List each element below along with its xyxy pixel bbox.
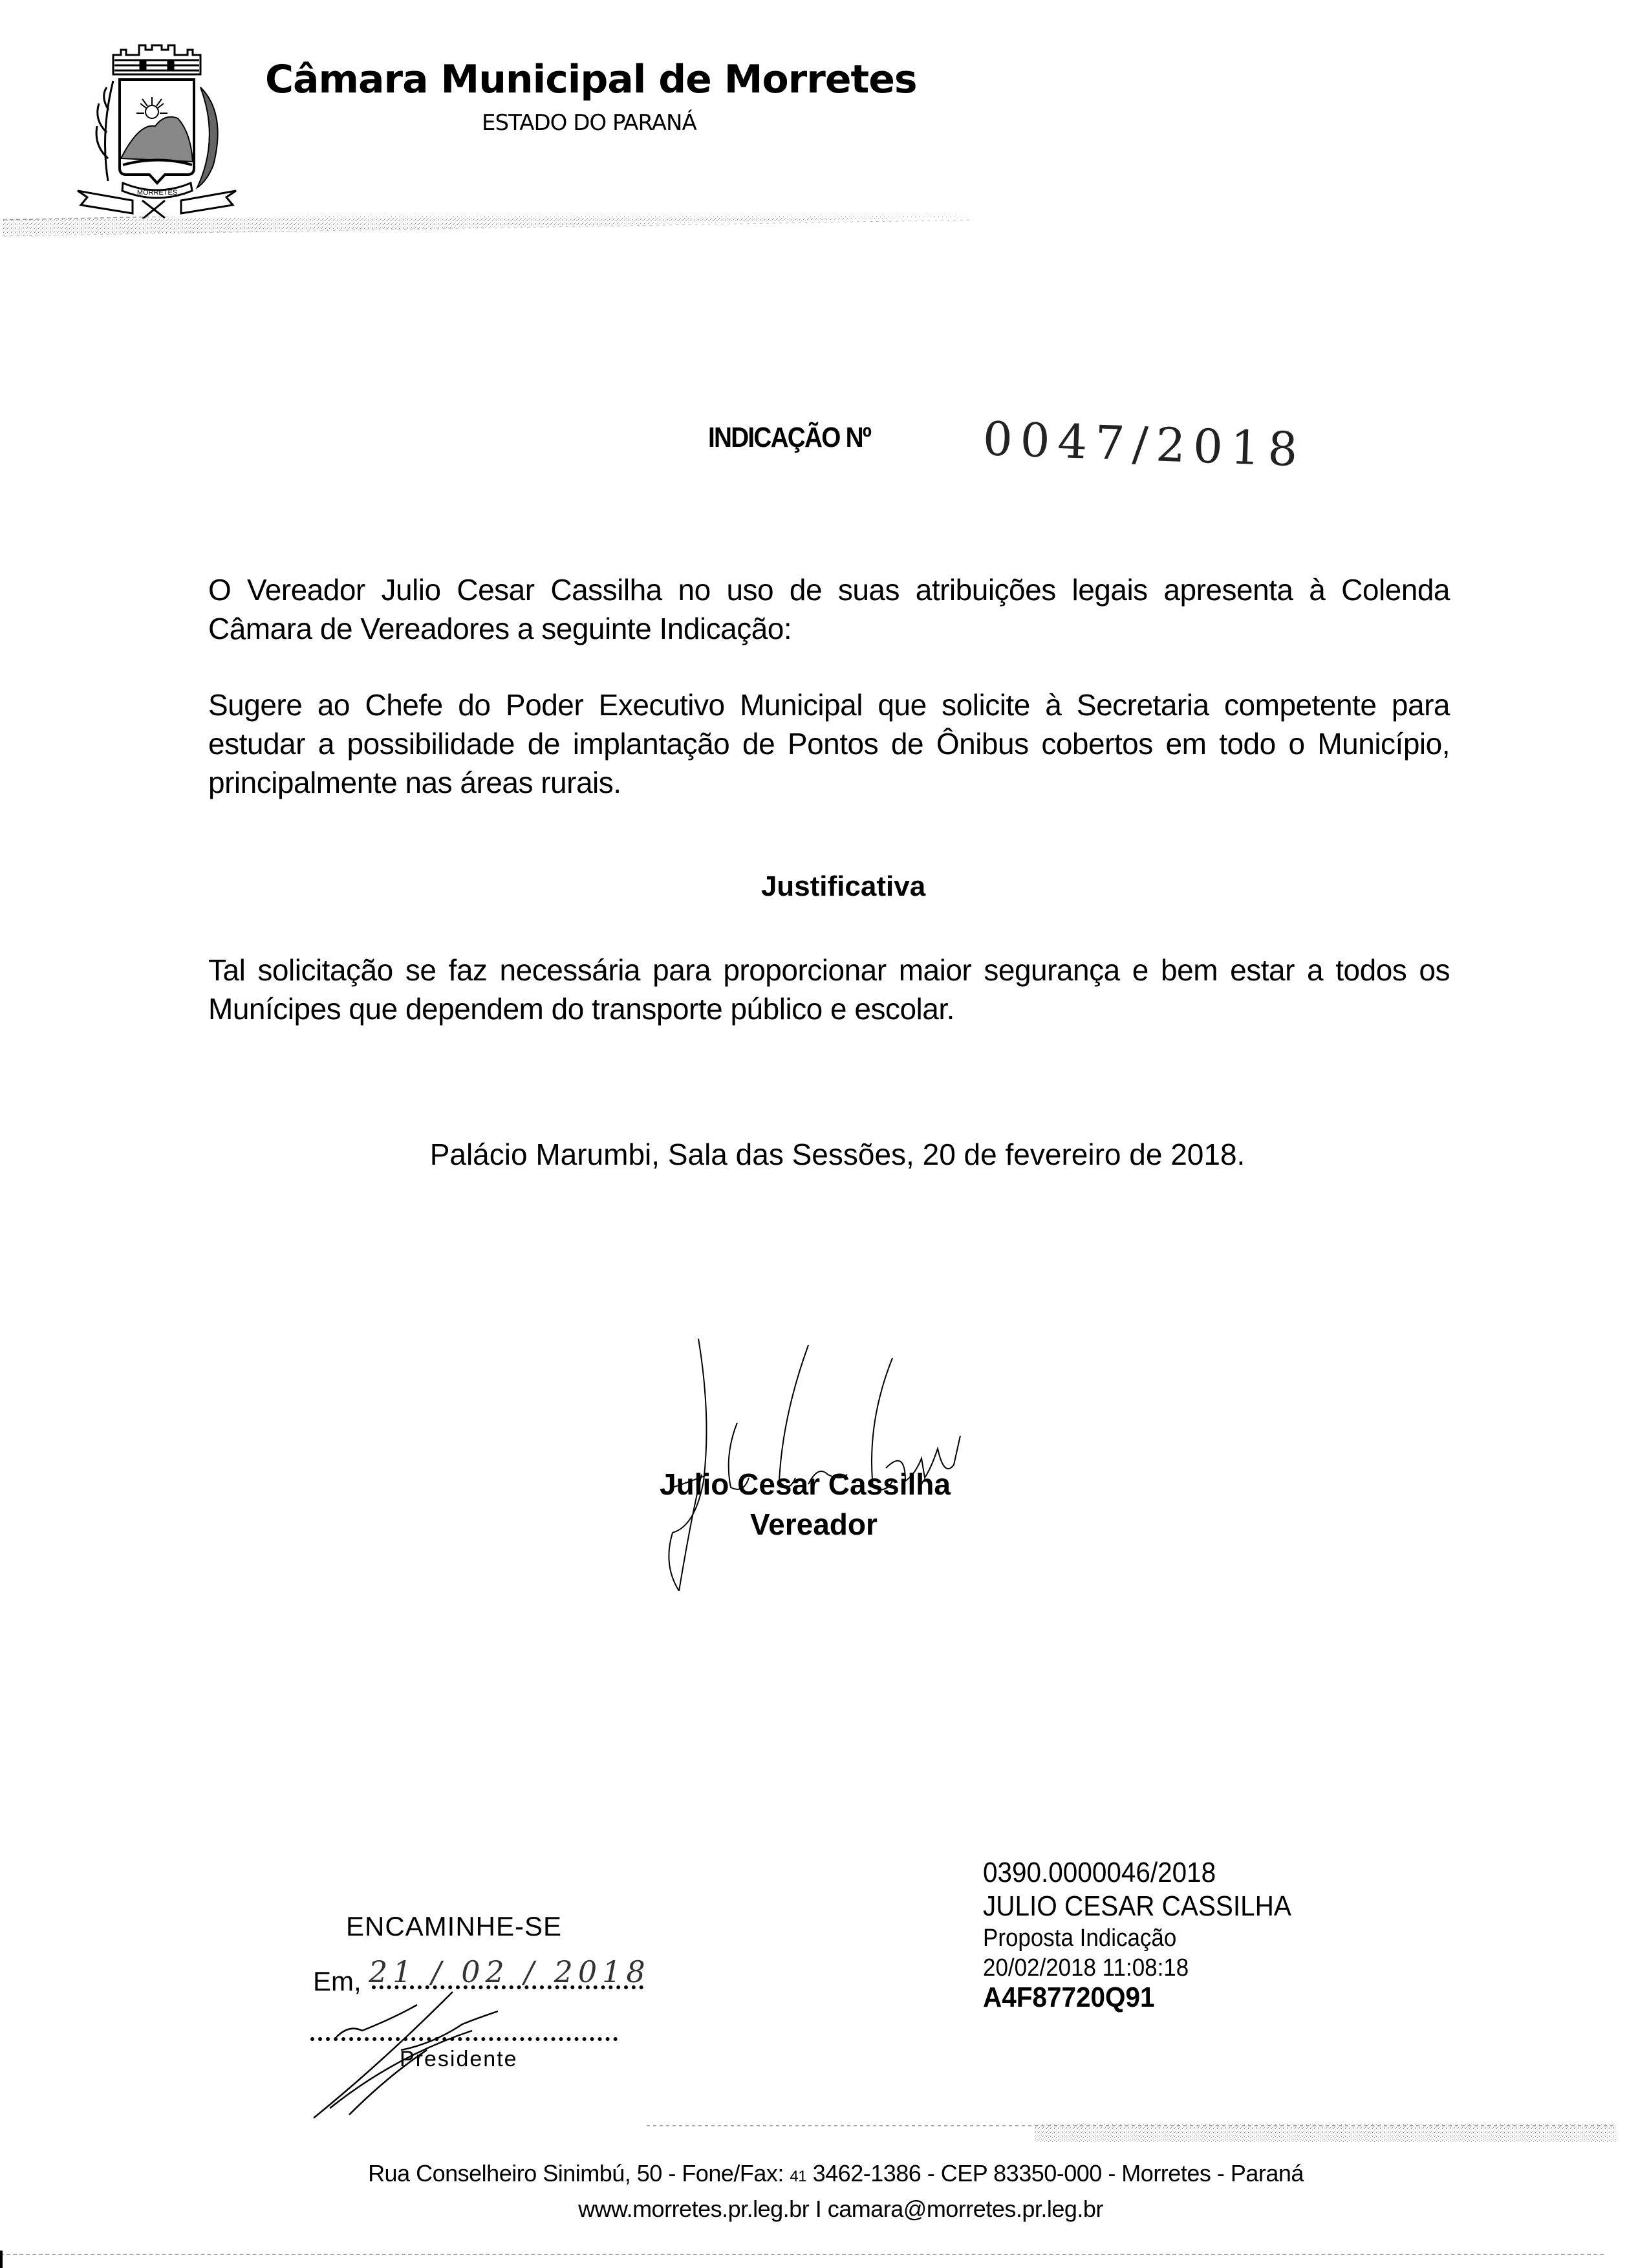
footer-address [0,2160,1649,2187]
protocol-type: Proposta Indicação [983,1925,1177,1952]
justification-paragraph: Tal solicitação se faz necessária para proporcionar maior segurança e bem estar a todos os Munícipes que dependem do transporte público e escolar. [208,953,1450,1026]
protocol-stamp [983,1856,1291,2013]
sugarcane-icon [96,81,113,181]
header-divider-band [3,217,973,243]
footer-divider-band [647,2124,1617,2144]
footer-address-post: 3462-1386 - CEP 83350-000 - Morretes - Paraná [812,2160,1304,2187]
footer-contacts [0,2196,1649,2223]
protocol-number: 0390.0000046/2018 [983,1857,1216,1888]
footer-website-link[interactable]: www.morretes.pr.leg.br [578,2196,810,2222]
signer-name: Julio Cesar Cassilha [660,1467,951,1501]
footer-email-link[interactable]: camara@morretes.pr.leg.br [827,2196,1103,2222]
request-paragraph: Sugere ao Chefe do Poder Executivo Municipal que solicite à Secretaria competente para estudar a possibilidade de implantação de Pontos de Ônibus cobertos em todo o Município, principalmente nas áreas rurais. [208,688,1450,799]
page-bottom-scan-line [0,2254,1604,2255]
leaf-icon [197,87,218,188]
indicacao-label: INDICAÇÃO Nº [708,422,871,453]
institution-subtitle: ESTADO DO PARANÁ [482,110,696,136]
footer-separator: I [815,2196,822,2222]
closing-line: Palácio Marumbi, Sala das Sessões, 20 de fevereiro de 2018. [429,1138,1245,1171]
indicacao-number-stamp: 0047/2018 [982,411,1306,477]
protocol-datetime: 20/02/2018 11:08:18 [983,1954,1189,1982]
footer-area-code: 41 [790,2168,807,2185]
president-signature [304,1966,550,2121]
dispatch-date-prefix: Em, [313,1966,361,1996]
sun-icon [136,97,167,118]
dispatch-title: ENCAMINHE-SE [346,1911,563,1941]
mountain-icon [121,117,193,162]
signer-role: Vereador [750,1507,878,1541]
dispatch-role: Presidente [400,2047,518,2071]
coat-of-arms-icon [68,36,246,223]
crest-banner-text: MORRETES [136,189,178,197]
institution-title: Câmara Municipal de Morretes [265,57,917,102]
intro-paragraph: O Vereador Julio Cesar Cassilha no uso de suas atribuições legais apresenta à Colenda Câmara de Vereadores a seguinte Indicação: [208,573,1450,645]
protocol-author: JULIO CESAR CASSILHA [983,1890,1291,1922]
crown-icon [113,45,200,74]
dispatch-handwritten-date: 21 / 02 / 2018 [369,1954,651,1989]
footer-address-pre: Rua Conselheiro Sinimbú, 50 - Fone/Fax: [368,2160,784,2187]
justification-heading: Justificativa [760,870,926,902]
protocol-code: A4F87720Q91 [983,1982,1155,2013]
page-scan-edge [0,2251,3,2268]
handwritten-signature [634,1319,1022,1591]
